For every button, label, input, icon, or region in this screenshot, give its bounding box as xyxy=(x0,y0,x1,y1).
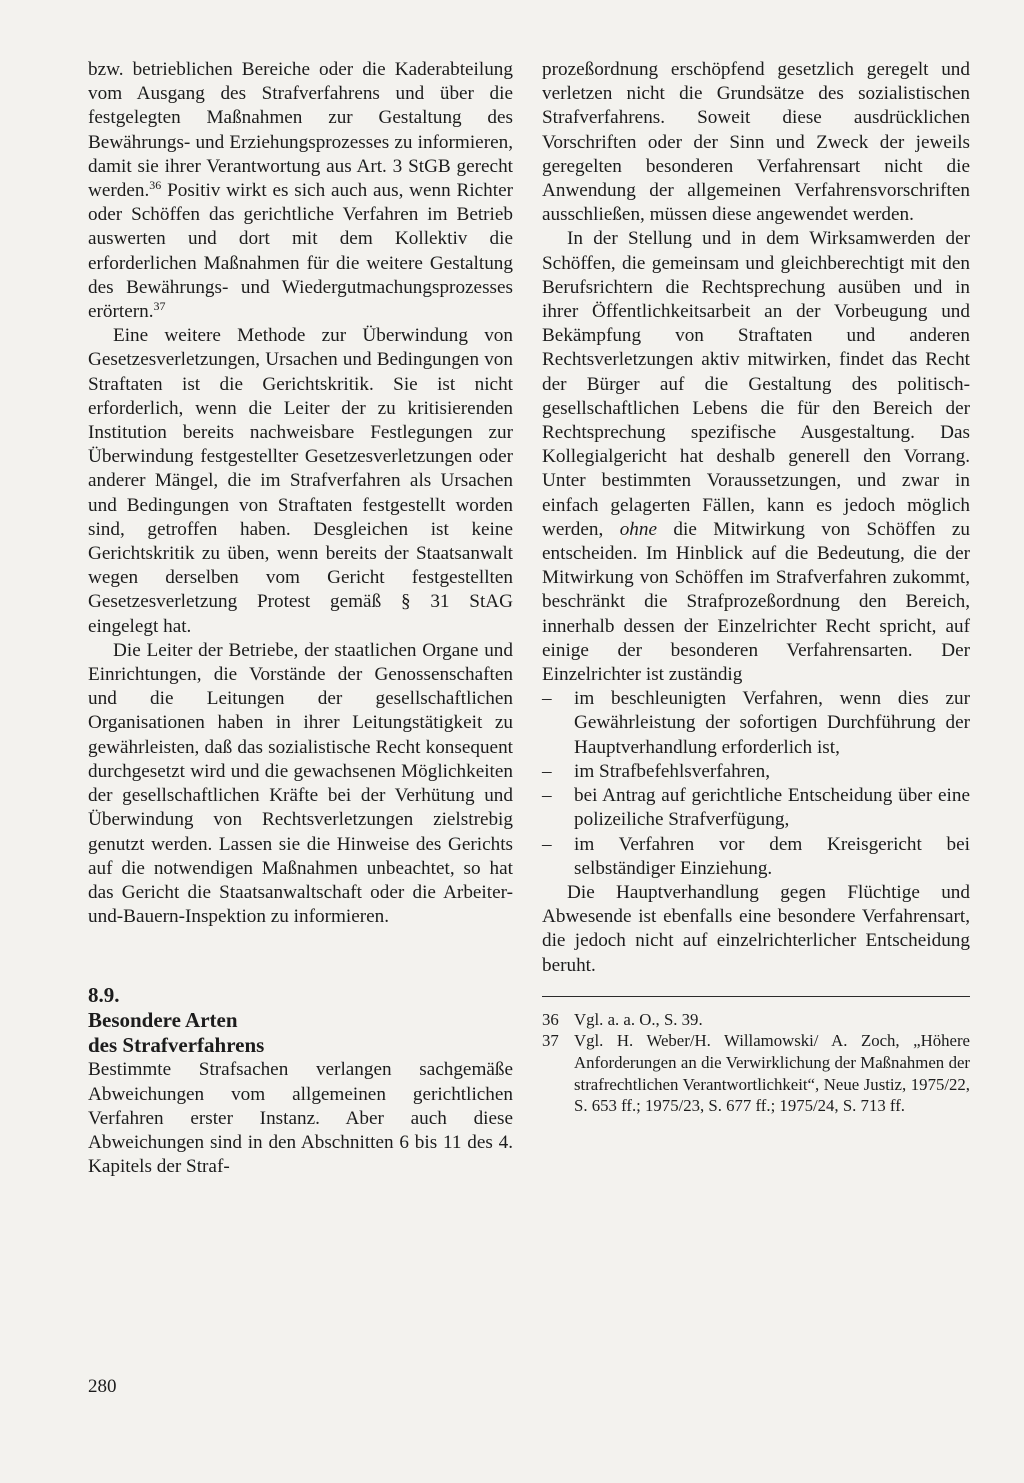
emphasis-ohne: ohne xyxy=(619,518,657,540)
list-item: – im Strafbefehlsverfahren, xyxy=(542,760,970,784)
footnote-ref-36[interactable]: 36 xyxy=(149,178,162,193)
footnote-37 xyxy=(542,1030,970,1116)
competence-list xyxy=(542,687,970,881)
paragraph-leiter: Die Leiter der Betriebe, der staatlichen Organe und Einrichtungen, die Vorstände der Genossenschaften und die Leitungen der gesellschaftlichen Organisationen haben in ihrer Leitungstätigkeit zu gewährleisten, daß das sozialistische Recht konsequent durchgesetzt wird und die gewachsenen Möglichkeiten der gesellschaftlichen Kräfte bei der Verhütung und Überwindung von Rechtsverletzungen zielstrebig genutzt werden. Lassen sie die Hinweise des Gerichts auf die notwendigen Maßnahmen unbeachtet, so hat das Gericht die Staatsanwaltschaft oder die Arbeiter-und-Bauern-Inspektion zu informieren. xyxy=(88,639,513,928)
list-item: – im Verfahren vor dem Kreisgericht bei selbständiger Einziehung. xyxy=(542,833,970,881)
footnote-ref-37[interactable]: 37 xyxy=(153,299,166,314)
paragraph-section-intro: Bestimmte Strafsachen verlangen sachgemäße Abweichungen vom allgemeinen gerichtlichen Verfahren erster Instanz. Aber auch diese Abweichungen sind in den Abschnitten 6 bis 11 des 4. Kapitels der Straf- xyxy=(88,1059,513,1178)
footnote-divider xyxy=(542,996,970,997)
paragraph-hauptverhandlung: Die Hauptverhandlung gegen Flüchtige und Abwesende ist ebenfalls eine besondere Verfahrensart, die jedoch nicht auf einzelrichterlicher Entscheidung beruht. xyxy=(542,881,970,976)
section-title-line2: des Strafverfahrens xyxy=(88,1033,265,1058)
section-number: 8.9. xyxy=(88,983,120,1008)
section-title-line1: Besondere Arten xyxy=(88,1008,238,1033)
paragraph-schoeffen: In der Stellung und in dem Wirksamwerden der Schöffen, die gemeinsam und gleichberechtigt mit den Berufsrichtern die Rechtsprechung ausüben und in ihrer Öffentlichkeitsarbeit an der Vorbeugung und Bekämpfung von Straftaten und anderen Rechtsverletzungen aktiv mitwirken, findet das Recht der Bürger auf die Gestaltung des politisch-gesellschaftlichen Lebens die für den Bereich der Rechtsprechung spezifische Ausgestaltung. Das Kollegialgericht hat deshalb generell den Vorrang. Unter bestimmten Voraussetzungen, und zwar in einfach gelagerten Fällen, kann es jedoch möglich werden, ohne die Mitwirkung von Schöffen zu entscheiden. Im Hinblick auf die Bedeutung, die der Mitwirkung von Schöffen im Strafverfahren zukommt, beschränkt die Strafprozeßordnung den Bereich, innerhalb dessen der Einzelrichter Recht spricht, auf einige der besonderen Verfahrensarten. Der Einzelrichter ist zuständig xyxy=(542,228,970,686)
paragraph-continuation-right: prozeßordnung erschöpfend gesetzlich geregelt und verletzen nicht die Grundsätze des sozialistischen Strafverfahrens. Soweit diese ausdrücklichen Vorschriften oder der Sinn und Zweck der jeweils geregelten besonderen Verfahrensart nicht die Anwendung der allgemeinen Verfahrensvorschriften ausschließen, müssen diese angewendet werden. xyxy=(542,59,970,226)
footnote-number: 37 xyxy=(542,1031,559,1051)
footnote-text: Vgl. H. Weber/H. Willamowski/ A. Zoch, „Höhere Anforderungen an die Verwirklichung der Maßnahmen der strafrechtlichen Verantwortlichkeit“, Neue Justiz, 1975/22, S. 653 ff.; 1975/23, S. 677 ff.; 1975/24, S. 713 ff. xyxy=(574,1031,970,1116)
list-item: – im beschleunigten Verfahren, wenn dies zur Gewährleistung der sofortigen Durchführung der Hauptverhandlung erforderlich ist, xyxy=(542,687,970,760)
footnote-36 xyxy=(542,1009,970,1031)
list-item: – bei Antrag auf gerichtliche Entscheidung über eine polizeiliche Strafverfügung, xyxy=(542,784,970,832)
page-number: 280 xyxy=(88,1376,117,1397)
paragraph-continuation: bzw. betrieblichen Bereiche oder die Kaderabteilung vom Ausgang des Strafverfahrens und über die festgelegten Maßnahmen zur Gestaltung des Bewährungs- und Erziehungsprozesses zu informieren, damit sie ihrer Verantwortung aus Art. 3 StGB gerecht werden.$^{36}$ Positiv wirkt es sich auch aus, wenn Richter oder Schöffen das gerichtliche Verfahren im Betrieb auswerten und dort mit dem Kollektiv die erforderlichen Maßnahmen für die weitere Gestaltung des Bewährungs- und Wiedergutmachungsprozesses erörtern.$^{37}$ xyxy=(88,59,513,323)
left-column xyxy=(88,58,513,1179)
paragraph-gerichtskritik: Eine weitere Methode zur Überwindung von Gesetzesverletzungen, Ursachen und Bedingungen von Straftaten ist die Gerichtskritik. Sie ist nicht erforderlich, wenn die Leiter der zu kritisierenden Institution bereits nachweisbare Festlegungen zur Überwindung festgestellter Gesetzesverletzungen oder anderer Mängel, die im Strafverfahren als Ursachen und Bedingungen von Straftaten festgestellt worden sind, getroffen haben. Desgleichen ist keine Gerichtskritik zu üben, wenn bereits der Staatsanwalt wegen derselben vom Gericht festgestellten Gesetzesverletzung Protest gemäß § 31 StAG eingelegt hat. xyxy=(88,325,513,637)
footnotes xyxy=(542,1009,970,1117)
section-heading xyxy=(88,983,513,1058)
footnote-text: Vgl. a. a. O., S. 39. xyxy=(574,1009,703,1029)
footnote-number: 36 xyxy=(542,1009,559,1029)
right-column xyxy=(542,58,970,1117)
